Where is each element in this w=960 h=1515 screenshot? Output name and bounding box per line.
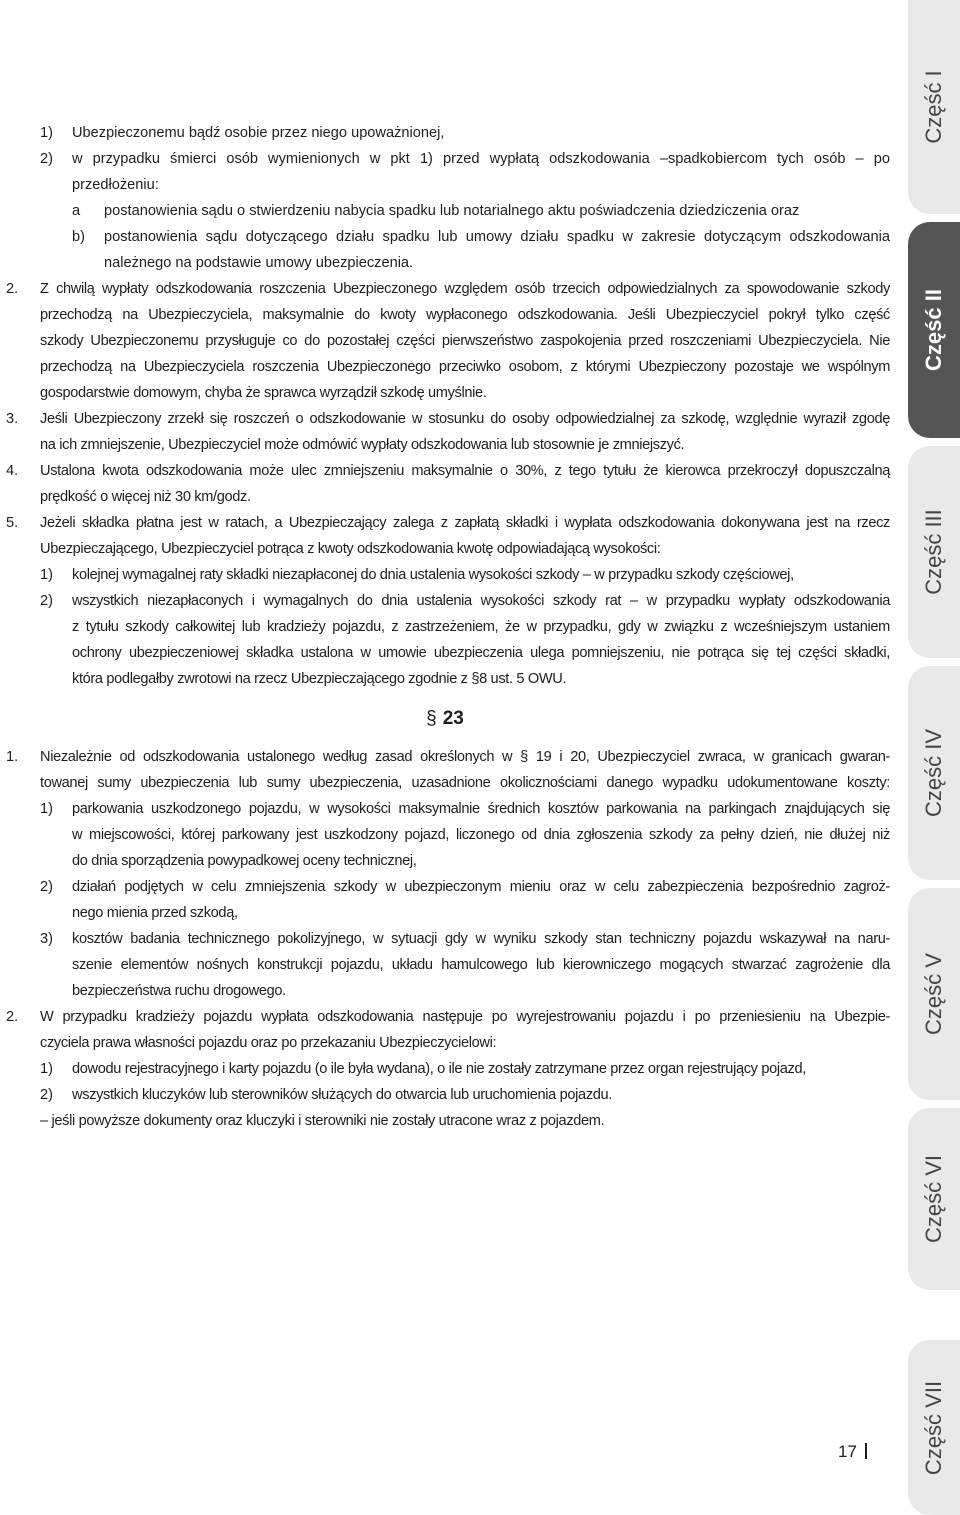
list-marker: 1) bbox=[40, 567, 53, 583]
text-line bbox=[0, 328, 890, 354]
tab-label: Część III bbox=[921, 509, 946, 595]
section-heading bbox=[0, 704, 890, 734]
tab-label: Część VII bbox=[921, 1380, 946, 1475]
text-line bbox=[0, 458, 890, 484]
line-text: Ustalona kwota odszkodowania może ulec zmniejszeniu maksymalnie o 30%, z tego tytułu że kierowca przekroczył dopuszczalną bbox=[40, 463, 890, 479]
tab-czesc-4[interactable] bbox=[908, 666, 960, 880]
line-text: wszystkich niezapłaconych i wymagalnych do dnia ustalenia wysokości szkody rat – w przypadku wypłaty odszkodowania bbox=[72, 593, 890, 609]
list-marker: 1. bbox=[6, 749, 19, 765]
list-marker: 5. bbox=[6, 515, 19, 531]
line-text: dowodu rejestracyjnego i karty pojazdu (o ile była wydana), o ile nie zostały zatrzymane przez organ rejestrujący pojazd, bbox=[72, 1061, 806, 1077]
line-text: wszystkich kluczyków lub sterowników służących do otwarcia lub uruchomienia pojazdu. bbox=[72, 1087, 613, 1103]
line-text: towanej sumy ubezpieczenia lub sumy ubezpieczenia, uzasadnione okolicznościami danego wypadku udokumentowane koszty: bbox=[40, 775, 890, 791]
page-number bbox=[838, 1440, 867, 1464]
text-line bbox=[0, 302, 890, 328]
line-text: ochrony ubezpieczeniowej składka ustalona w umowie ubezpieczenia ulega pomniejszeniu, nie potrąca się tej części składki, bbox=[72, 645, 890, 661]
text-line bbox=[0, 614, 890, 640]
text-line bbox=[0, 536, 890, 562]
tab-czesc-1[interactable] bbox=[908, 0, 960, 214]
text-line bbox=[0, 146, 890, 172]
list-marker: 4. bbox=[6, 463, 19, 479]
line-text: kosztów badania technicznego pokolizyjnego, w sytuacji gdy w wyniku szkody stan techniczny pojazdu wskazywał na naru- bbox=[72, 931, 890, 947]
tab-czesc-6[interactable] bbox=[908, 1108, 960, 1290]
line-text: Jeżeli składka płatna jest w ratach, a Ubezpieczający zalega z zapłatą składki i wypłata odszkodowania dokonywana jest na rzecz bbox=[40, 515, 890, 531]
text-line bbox=[0, 900, 890, 926]
text-line bbox=[0, 406, 890, 432]
list-marker: 2) bbox=[40, 1087, 53, 1103]
list-marker: 2) bbox=[40, 151, 53, 167]
text-line bbox=[0, 198, 890, 224]
text-line bbox=[0, 1056, 890, 1082]
list-marker: 2) bbox=[40, 593, 53, 609]
tab-czesc-7[interactable] bbox=[908, 1340, 960, 1515]
line-text: postanowienia sądu dotyczącego działu spadku lub umowy działu spadku w zakresie dotyczącym odszkodowania bbox=[104, 229, 890, 245]
line-text: na ich zmniejszenie, Ubezpieczyciel może odmówić wypłaty odszkodowania lub stosownie je zmniejszyć. bbox=[40, 437, 685, 453]
tab-czesc-2[interactable] bbox=[908, 222, 960, 438]
page-number-bar bbox=[865, 1443, 867, 1459]
text-line bbox=[0, 484, 890, 510]
text-line bbox=[0, 354, 890, 380]
text-line bbox=[0, 744, 890, 770]
list-marker: 3. bbox=[6, 411, 19, 427]
text-line bbox=[0, 276, 890, 302]
line-text: Niezależnie od odszkodowania ustalonego według zasad określonych w § 19 i 20, Ubezpieczyciel zwraca, w granicach gwaran- bbox=[40, 749, 890, 765]
section-sign: § bbox=[426, 708, 437, 729]
line-text: prędkość o więcej niż 30 km/godz. bbox=[40, 489, 251, 505]
text-line bbox=[0, 224, 890, 250]
text-line bbox=[0, 952, 890, 978]
text-line bbox=[0, 510, 890, 536]
text-line bbox=[0, 640, 890, 666]
list-marker: 2. bbox=[6, 1009, 19, 1025]
list-marker: 1) bbox=[40, 801, 53, 817]
text-line bbox=[0, 796, 890, 822]
text-line bbox=[0, 1004, 890, 1030]
tab-czesc-3[interactable] bbox=[908, 446, 960, 658]
tab-czesc-5[interactable] bbox=[908, 888, 960, 1100]
line-text: czyciela prawa własności pojazdu oraz po przekazaniu Ubezpieczycielowi: bbox=[40, 1035, 497, 1051]
text-line bbox=[0, 926, 890, 952]
list-marker: b) bbox=[72, 229, 85, 245]
line-text: kolejnej wymagalnej raty składki niezapłaconej do dnia ustalenia wysokości szkody – w przypadku szkody częściowej, bbox=[72, 567, 794, 583]
text-line bbox=[0, 588, 890, 614]
text-line bbox=[0, 432, 890, 458]
line-text: szenie elementów nośnych konstrukcji pojazdu, układu hamulcowego lub kierowniczego mogących stwarzać zagrożenie dla bbox=[72, 957, 890, 973]
text-line bbox=[0, 250, 890, 276]
line-text: Ubezpieczonemu bądź osobie przez niego upoważnionej, bbox=[72, 125, 445, 141]
text-line bbox=[0, 874, 890, 900]
text-line bbox=[0, 1108, 890, 1134]
tab-label: Część VI bbox=[921, 1154, 946, 1244]
text-line bbox=[0, 978, 890, 1004]
text-line bbox=[0, 380, 890, 406]
text-line bbox=[0, 822, 890, 848]
text-line bbox=[0, 120, 890, 146]
line-text: Jeśli Ubezpieczony zrzekł się roszczeń o odszkodowanie w stosunku do osoby odpowiedzialnej za szkodę, względnie wyraził zgodę bbox=[40, 411, 890, 427]
claims-paragraphs bbox=[0, 120, 890, 692]
tab-label: Część IV bbox=[921, 728, 946, 818]
line-text: szkody Ubezpieczonemu przysługuje co do pozostałej części pierwszeństwo zaspokojenia przed roszczeniami Ubezpieczyciela. Nie bbox=[40, 333, 890, 349]
text-line bbox=[0, 172, 890, 198]
line-text: przechodzą na Ubezpieczyciela roszczenia Ubezpieczonego przeciwko osobom, z którymi Ubezpieczony pozostaje we wspólnym bbox=[40, 359, 890, 375]
line-text: w miejscowości, której parkowany jest uszkodzony pojazd, liczonego od dnia zgłoszenia szkody za pełny dzień, nie dłużej niż bbox=[72, 827, 890, 843]
line-text: z tytułu szkody całkowitej lub kradzieży pojazdu, z zastrzeżeniem, że w przypadku, gdy w związku z wcześniejszym ustaniem bbox=[72, 619, 890, 635]
list-marker: 3) bbox=[40, 931, 53, 947]
line-text: która podlegałby zwrotowi na rzecz Ubezpieczającego zgodnie z §8 ust. 5 OWU. bbox=[72, 671, 567, 687]
tab-label: Część II bbox=[921, 289, 946, 371]
line-text: postanowienia sądu o stwierdzeniu nabycia spadku lub notarialnego aktu poświadczenia dziedziczenia oraz bbox=[104, 203, 800, 219]
list-marker: 2) bbox=[40, 879, 53, 895]
line-text: należnego na podstawie umowy ubezpieczenia. bbox=[104, 255, 414, 271]
text-line bbox=[0, 666, 890, 692]
section-number: 23 bbox=[442, 708, 464, 729]
text-line bbox=[0, 562, 890, 588]
list-marker: a bbox=[72, 203, 81, 219]
line-text: do dnia sporządzenia powypadkowej oceny technicznej, bbox=[72, 853, 417, 869]
document-body bbox=[0, 120, 890, 1134]
line-text: gospodarstwie domowym, chyba że sprawca wyrządził szkodę umyślnie. bbox=[40, 385, 487, 401]
list-marker: 1) bbox=[40, 125, 53, 141]
page-number-text: 17 bbox=[838, 1442, 857, 1461]
line-text: nego mienia przed szkodą, bbox=[72, 905, 238, 921]
line-text: działań podjętych w celu zmniejszenia szkody w ubezpieczonym mieniu oraz w celu zabezpieczenia bezpośrednio zagroż- bbox=[72, 879, 890, 895]
line-text: – jeśli powyższe dokumenty oraz kluczyki i sterowniki nie zostały utracone wraz z pojazdem. bbox=[40, 1113, 605, 1129]
line-text: w przypadku śmierci osób wymienionych w pkt 1) przed wypłatą odszkodowania –spadkobiercom tych osób – po bbox=[72, 151, 890, 167]
list-marker: 2. bbox=[6, 281, 19, 297]
line-text: W przypadku kradzieży pojazdu wypłata odszkodowania następuje po wyrejestrowaniu pojazdu i po przeniesieniu na Ubezpie- bbox=[40, 1009, 890, 1025]
line-text: przedłożeniu: bbox=[72, 177, 159, 193]
part-tabs bbox=[908, 0, 960, 1515]
text-line bbox=[0, 848, 890, 874]
text-line bbox=[0, 1030, 890, 1056]
tab-label: Część I bbox=[921, 70, 946, 144]
list-marker: 1) bbox=[40, 1061, 53, 1077]
line-text: Ubezpieczającego, Ubezpieczyciel potrąca z kwoty odszkodowania kwotę odpowiadającą wysokości: bbox=[40, 541, 661, 557]
line-text: parkowania uszkodzonego pojazdu, w wysokości maksymalnie średnich kosztów parkowania na parkingach znajdujących się bbox=[72, 801, 890, 817]
line-text: bezpieczeństwa ruchu drogowego. bbox=[72, 983, 286, 999]
text-line bbox=[0, 770, 890, 796]
tab-label: Część V bbox=[921, 953, 946, 1035]
line-text: przechodzą na Ubezpieczyciela, maksymalnie do kwoty wypłaconego odszkodowania. Jeśli Ubezpieczyciel pokrył tylko część bbox=[40, 307, 890, 323]
line-text: Z chwilą wypłaty odszkodowania roszczenia Ubezpieczonego względem osób trzecich odpowiedzialnych za spowodowanie szkody bbox=[40, 281, 890, 297]
section-23-paragraphs bbox=[0, 744, 890, 1134]
text-line bbox=[0, 1082, 890, 1108]
